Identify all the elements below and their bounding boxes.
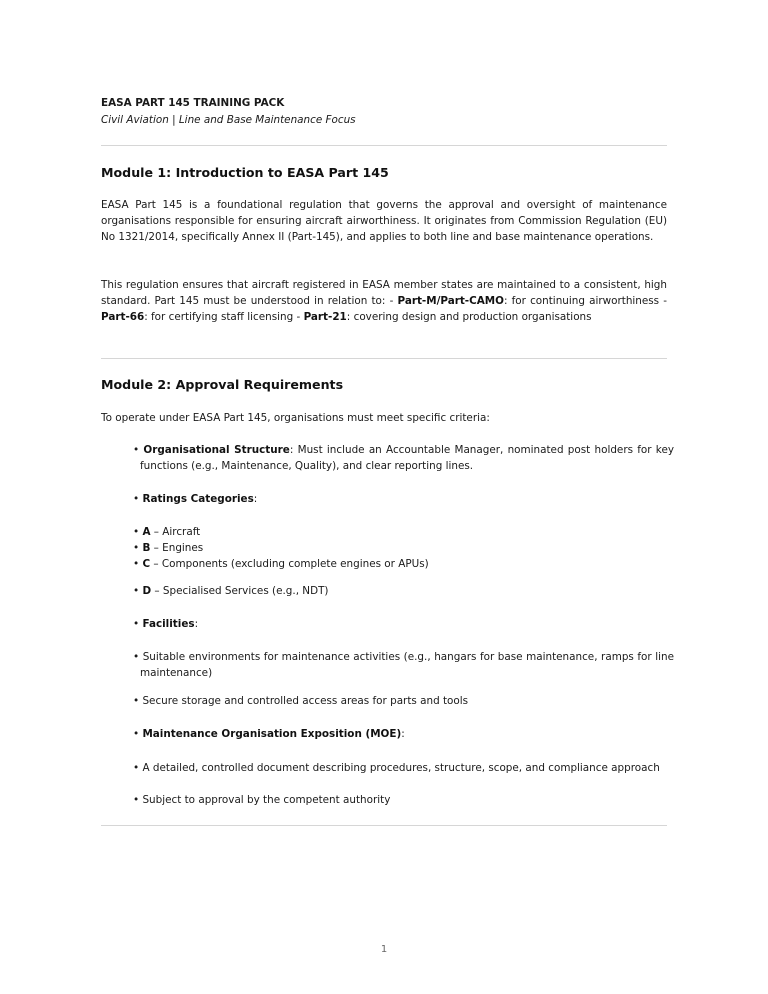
document-subtitle: Civil Aviation | Line and Base Maintenance Focus: [101, 114, 356, 126]
list-item-text: – Engines: [150, 542, 204, 554]
divider: [101, 825, 667, 826]
bullet: •: [133, 695, 140, 707]
bullet: •: [133, 618, 140, 630]
bullet: •: [133, 585, 140, 597]
list-item: [133, 760, 674, 776]
list-item: [133, 792, 674, 808]
module-1-heading: Module 1: Introduction to EASA Part 145: [101, 165, 389, 180]
bullet: •: [133, 558, 140, 570]
list-item-text: :: [401, 728, 405, 740]
bold-term: Part-M/Part-CAMO: [397, 295, 504, 307]
list-item: [133, 726, 674, 742]
bullet: •: [133, 542, 140, 554]
list-item: [133, 693, 674, 709]
list-item-term: B: [142, 542, 151, 554]
bullet: •: [133, 762, 140, 774]
text: : for continuing airworthiness -: [503, 295, 667, 307]
list-item-term: Maintenance Organisation Exposition (MOE): [142, 728, 402, 740]
list-item-text: Secure storage and controlled access areas for parts and tools: [142, 695, 469, 707]
module-2-intro: To operate under EASA Part 145, organisations must meet specific criteria:: [101, 412, 490, 424]
text: : covering design and production organisations: [346, 311, 592, 323]
list-item: [133, 540, 674, 556]
list-item: [133, 649, 674, 681]
list-item: [133, 583, 674, 599]
bullet: •: [133, 444, 140, 456]
list-item-text: :: [253, 493, 258, 505]
module-2-heading: Module 2: Approval Requirements: [101, 377, 344, 392]
list-item-text: Suitable environments for maintenance activities (e.g., hangars for base maintenance, ramps for line maintenance): [140, 651, 674, 679]
list-item: [133, 442, 674, 474]
list-item: [133, 556, 674, 572]
list-item-term: D: [142, 585, 152, 597]
list-item-term: A: [142, 526, 151, 538]
text: : for certifying staff licensing -: [144, 311, 304, 323]
bullet: •: [133, 794, 140, 806]
list-item-term: Facilities: [142, 618, 195, 630]
list-item-text: – Components (excluding complete engines or APUs): [150, 558, 429, 570]
text: This regulation ensures that aircraft registered in EASA member states are maintained to a consistent, high standard. Part 145 must be understood in relation to: -: [101, 279, 667, 307]
bullet: •: [133, 728, 140, 740]
list-item: [133, 524, 674, 540]
module-1-paragraph-1: EASA Part 145 is a foundational regulation that governs the approval and oversight of maintenance organisations responsible for ensuring aircraft airworthiness. It originates from Commission Regulation (EU) No 1321/2014, specifically Annex II (Part-145), and applies to both line and base maintenance operations.: [101, 199, 667, 243]
divider: [101, 145, 667, 146]
list-item: [133, 616, 674, 632]
list-item-text: – Specialised Services (e.g., NDT): [151, 585, 329, 597]
page-number: 1: [380, 944, 388, 955]
list-item-text: – Aircraft: [150, 526, 201, 538]
list-item-text: A detailed, controlled document describing procedures, structure, scope, and compliance approach: [142, 762, 660, 774]
list-item-text: : Must include an Accountable Manager, nominated post holders for key functions (e.g., Maintenance, Quality), and clear reporting lines.: [140, 444, 674, 472]
bullet: •: [133, 526, 140, 538]
list-item: [133, 491, 674, 507]
bullet: •: [133, 651, 140, 663]
bold-term: Part-66: [101, 311, 145, 323]
bold-term: Part-21: [303, 311, 347, 323]
document-title: EASA PART 145 TRAINING PACK: [101, 97, 285, 109]
divider: [101, 358, 667, 359]
list-item-text: :: [194, 618, 199, 630]
list-item-term: Organisational Structure: [143, 444, 290, 456]
bullet: •: [133, 493, 140, 505]
list-item-text: Subject to approval by the competent authority: [142, 794, 391, 806]
list-item-term: C: [142, 558, 151, 570]
list-item-term: Ratings Categories: [142, 493, 254, 505]
module-1-paragraph-2: [101, 277, 667, 325]
